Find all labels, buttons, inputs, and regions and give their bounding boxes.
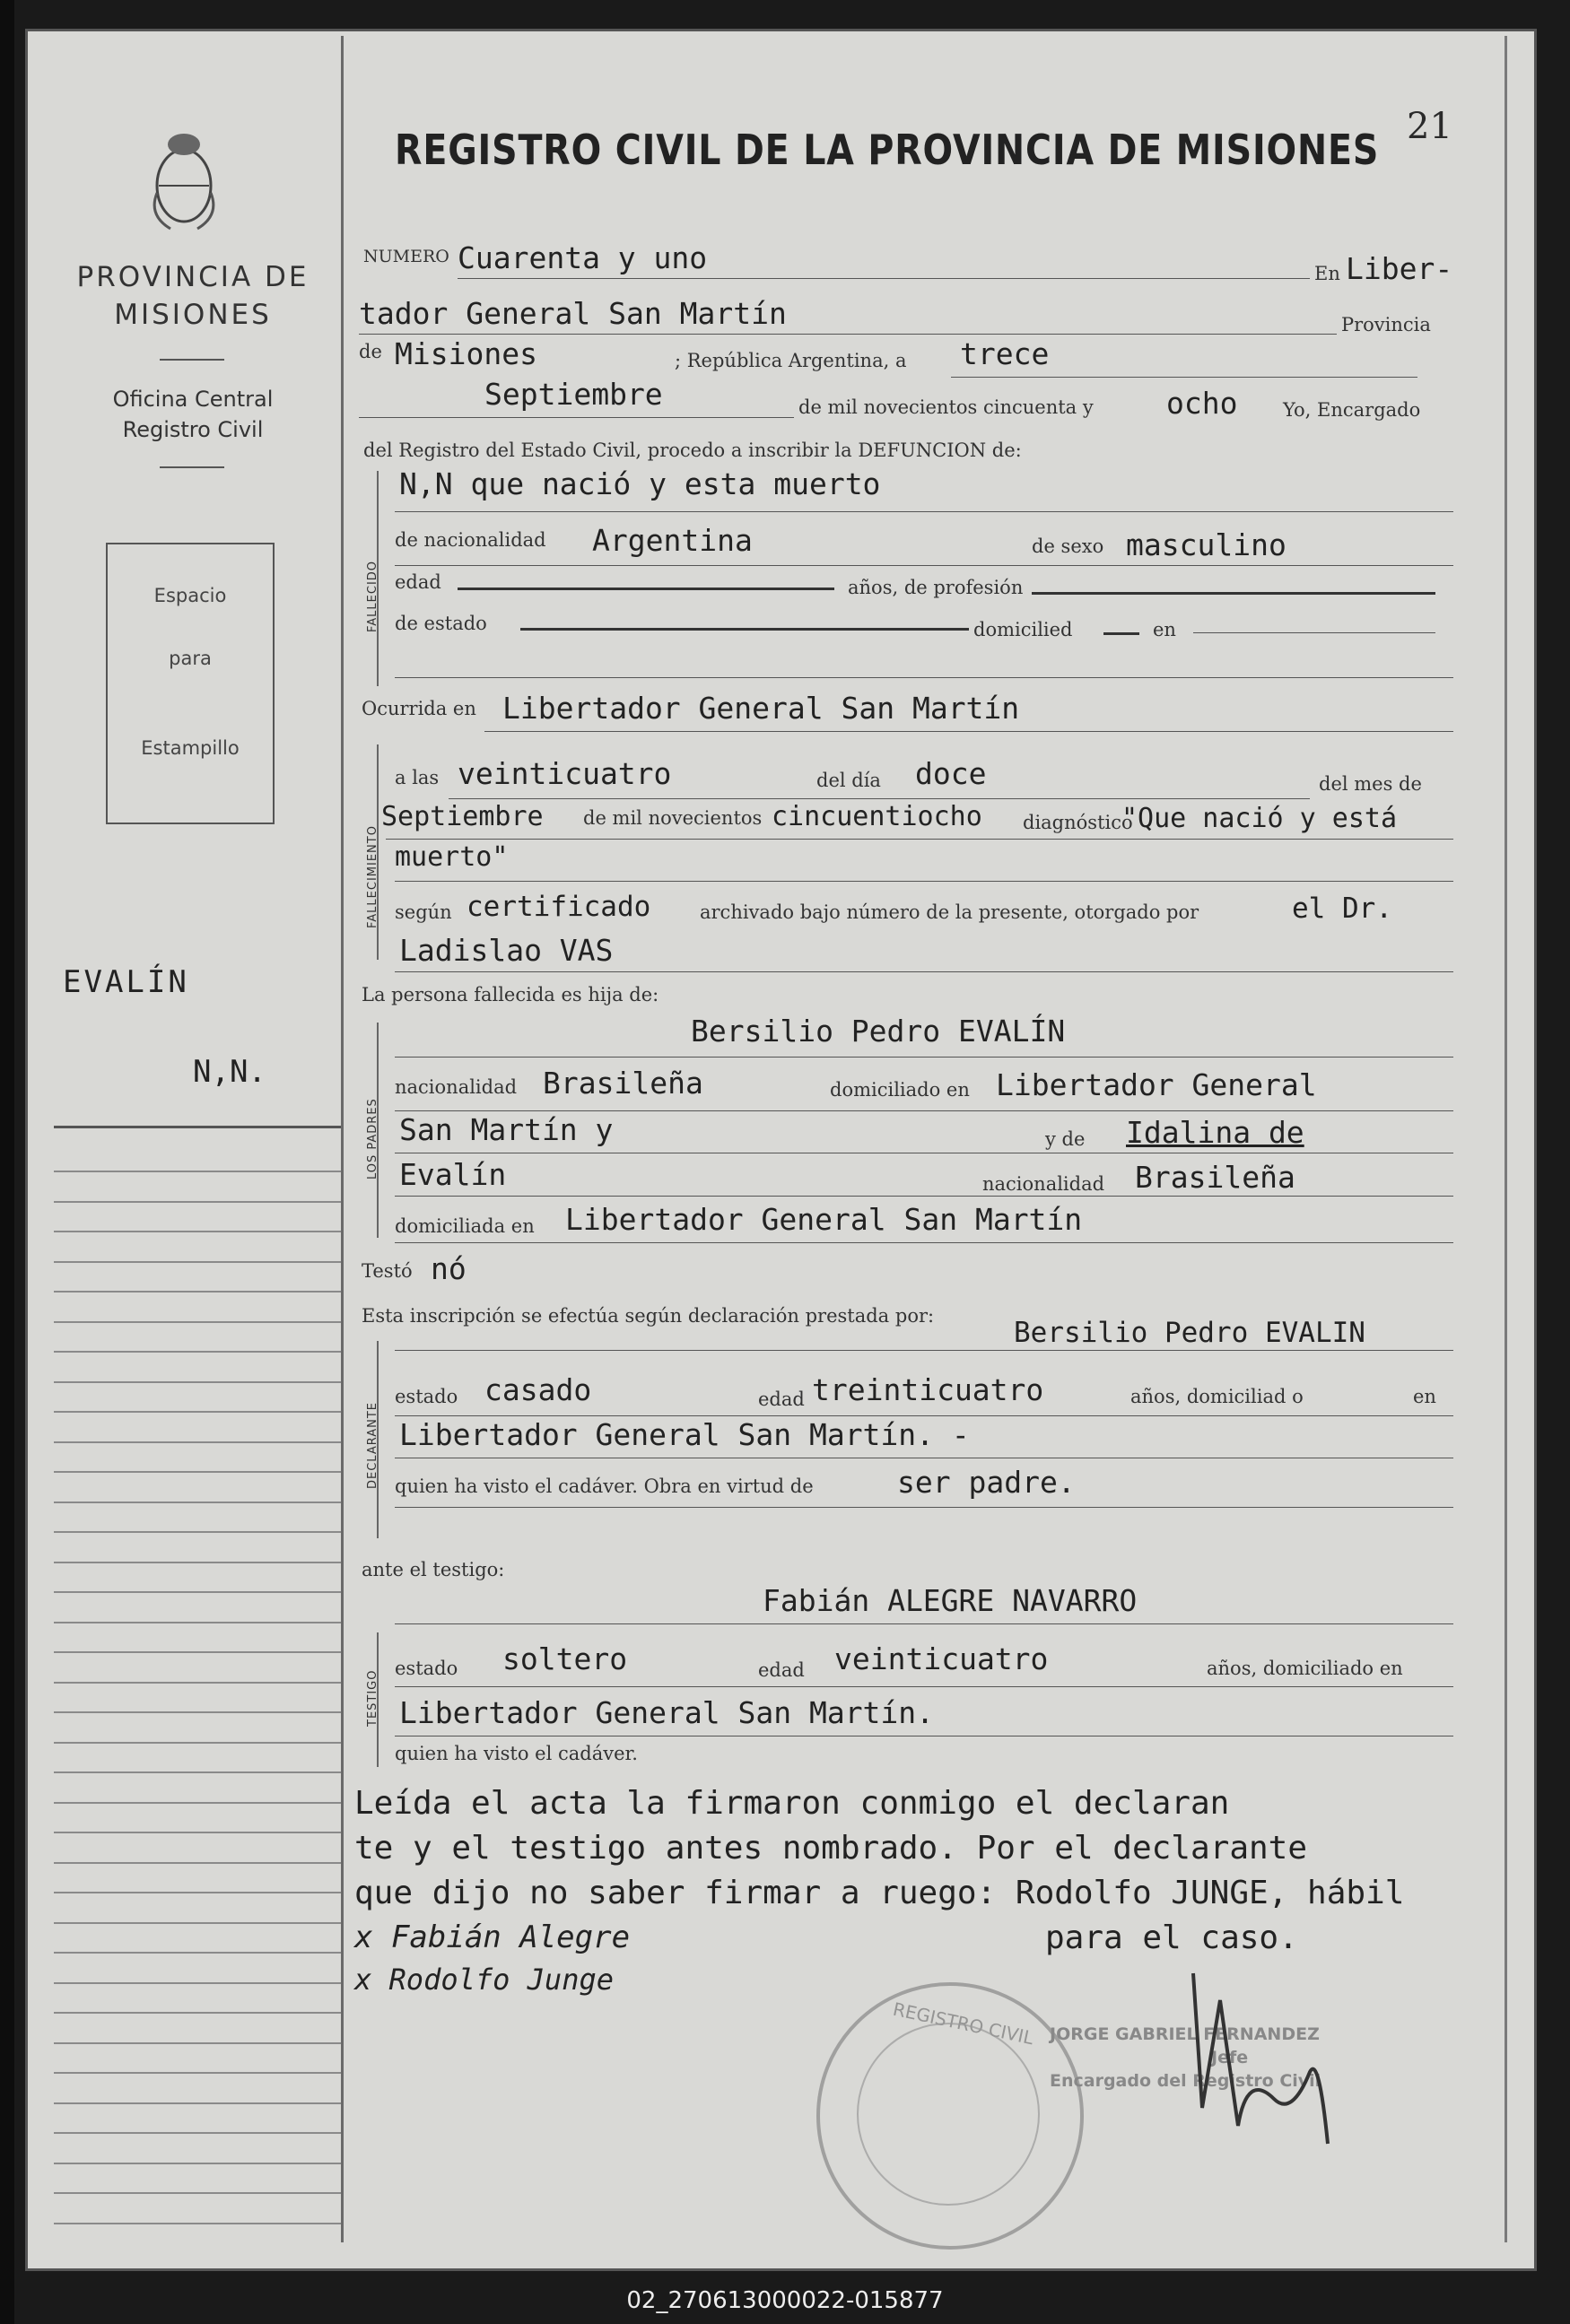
margin-ruled-line bbox=[54, 1411, 341, 1413]
mes-label: del mes de bbox=[1319, 773, 1422, 795]
margin-ruled-line bbox=[54, 2132, 341, 2134]
divider bbox=[160, 359, 224, 361]
underline bbox=[395, 1057, 1453, 1058]
certificate: certificado bbox=[467, 891, 651, 923]
underline bbox=[395, 511, 1453, 512]
a-las-label: a las bbox=[395, 767, 440, 788]
underline bbox=[395, 1507, 1453, 1508]
declarant-age: treinticuatro bbox=[812, 1372, 1044, 1407]
page-title: REGISTRO CIVIL DE LA PROVINCIA DE MISIONES bbox=[395, 126, 1380, 174]
underline bbox=[395, 881, 1453, 882]
witness-name: Fabián ALEGRE NAVARRO bbox=[763, 1583, 1138, 1618]
underline bbox=[395, 1350, 1453, 1351]
margin-ruled-line bbox=[54, 1982, 341, 1984]
underline bbox=[395, 1623, 1453, 1624]
margin-ruled-line bbox=[54, 1231, 341, 1232]
en-label: en bbox=[1153, 619, 1176, 640]
underline bbox=[359, 417, 794, 418]
page-number: 21 bbox=[1407, 106, 1452, 147]
office-heading: Oficina Central Registro Civil bbox=[112, 387, 274, 442]
republica-label: ; República Argentina, a bbox=[675, 350, 907, 371]
margin-ruled-line bbox=[54, 1682, 341, 1684]
margin-ruled-line bbox=[54, 1591, 341, 1593]
margin-ruled-line bbox=[54, 1501, 341, 1503]
father-name: Bersilio Pedro EVALÍN bbox=[691, 1014, 1066, 1049]
dia-label: del día bbox=[816, 770, 881, 791]
underline bbox=[386, 839, 1453, 840]
underline bbox=[395, 677, 1453, 678]
underline bbox=[395, 1415, 1453, 1416]
declarant-civil-status: casado bbox=[484, 1372, 592, 1407]
record-month: Septiembre bbox=[484, 377, 663, 412]
underline bbox=[449, 798, 1310, 799]
death-year: cincuentiocho bbox=[772, 801, 982, 832]
mother-name-2: Evalín bbox=[399, 1157, 507, 1192]
margin-ruled-line bbox=[54, 1562, 341, 1563]
margin-ruled-line bbox=[54, 1832, 341, 1833]
page-edge bbox=[1505, 36, 1507, 2242]
stamp-inner-ring bbox=[857, 2023, 1040, 2206]
margin-rule bbox=[54, 1126, 341, 1128]
stamp-space-box: Espacio para Estampillo bbox=[106, 543, 275, 824]
anos-label: años, de profesión bbox=[848, 577, 1024, 598]
closing-line-4: para el caso. bbox=[1045, 1919, 1298, 1956]
record-number: Cuarenta y uno bbox=[458, 240, 708, 275]
mother-nacionalidad-label: nacionalidad bbox=[982, 1173, 1105, 1195]
signature-witness: x Fabián Alegre bbox=[354, 1919, 631, 1955]
testigo-section-label: TESTIGO bbox=[366, 1669, 379, 1727]
record-province: Misiones bbox=[395, 336, 537, 371]
witness-civil-status: soltero bbox=[502, 1641, 628, 1676]
divider bbox=[160, 466, 224, 468]
blank-stroke bbox=[1103, 632, 1139, 635]
margin-ruled-line bbox=[54, 1651, 341, 1653]
margin-ruled-line bbox=[54, 1742, 341, 1744]
official-stamp: JORGE GABRIEL FERNANDEZ Jefe Encargado del Registro Civil bbox=[1050, 2024, 1321, 2091]
margin-ruled-line bbox=[54, 1531, 341, 1533]
diagnostico-label: diagnóstico bbox=[1023, 812, 1133, 833]
death-place: Libertador General San Martín bbox=[502, 691, 1020, 726]
margin-ruled-line bbox=[54, 1862, 341, 1864]
record-year: ocho bbox=[1166, 386, 1238, 421]
edad-label: edad bbox=[395, 571, 441, 593]
deceased-name: N,N que nació y esta muerto bbox=[399, 466, 881, 501]
archivado-label: archivado bajo número de la presente, otorgado por bbox=[700, 901, 1199, 923]
margin-ruled-line bbox=[54, 1351, 341, 1353]
blank-stroke bbox=[520, 628, 969, 631]
padres-intro: La persona fallecida es hija de: bbox=[362, 984, 659, 1005]
margin-surname: EVALÍN bbox=[63, 964, 189, 1000]
registry-sentence: del Registro del Estado Civil, procedo a inscribir la DEFUNCION de: bbox=[363, 440, 1022, 461]
underline bbox=[395, 1686, 1453, 1687]
margin-ruled-line bbox=[54, 1321, 341, 1323]
signature-proxy: x Rodolfo Junge bbox=[354, 1963, 614, 1997]
margin-ruled-line bbox=[54, 1261, 341, 1263]
image-id-footer: 02_270613000022-015877 bbox=[626, 2287, 944, 2314]
edad-label: edad bbox=[758, 1388, 805, 1410]
death-year-label: de mil novecientos bbox=[583, 807, 763, 829]
stamp-text: REGISTRO CIVIL bbox=[891, 1998, 1036, 2050]
coat-of-arms-seal bbox=[148, 130, 220, 236]
mother-address: Libertador General San Martín bbox=[565, 1202, 1083, 1237]
margin-ruled-line bbox=[54, 2223, 341, 2224]
doctor-prefix: el Dr. bbox=[1292, 892, 1392, 925]
nacionalidad-label: de nacionalidad bbox=[395, 529, 546, 551]
visto-label: quien ha visto el cadáver. Obra en virtud de bbox=[395, 1475, 814, 1497]
margin-ruled-line bbox=[54, 2012, 341, 2014]
father-nationality: Brasileña bbox=[543, 1066, 703, 1101]
underline bbox=[458, 278, 1310, 279]
margin-ruled-line bbox=[54, 2163, 341, 2164]
margin-ruled-line bbox=[54, 1171, 341, 1172]
binding-spine bbox=[0, 0, 14, 2324]
numero-label: NUMERO bbox=[363, 247, 449, 266]
underline bbox=[359, 334, 1337, 335]
underline bbox=[395, 1196, 1453, 1197]
death-day: doce bbox=[915, 756, 987, 791]
declarante-section-label: DECLARANTE bbox=[366, 1401, 379, 1489]
testigo-intro: ante el testigo: bbox=[362, 1559, 505, 1580]
encargado-label: Yo, Encargado bbox=[1283, 399, 1421, 421]
margin-ruled-line bbox=[54, 1201, 341, 1203]
underline bbox=[395, 565, 1453, 566]
margin-ruled-line bbox=[54, 1952, 341, 1954]
underline bbox=[484, 731, 1453, 732]
province-heading: PROVINCIA DE MISIONES bbox=[76, 261, 310, 331]
record-day: trece bbox=[960, 336, 1050, 371]
de-label: de bbox=[359, 341, 382, 362]
father-address-2: San Martín y bbox=[399, 1112, 614, 1147]
fallecido-section-label: FALLECIDO bbox=[366, 560, 379, 632]
en-label: en bbox=[1413, 1386, 1436, 1407]
margin-ruled-line bbox=[54, 1711, 341, 1713]
doctor-name: Ladislao VAS bbox=[399, 933, 614, 968]
margin-ruled-line bbox=[54, 1771, 341, 1773]
underline bbox=[1193, 632, 1435, 633]
margin-ruled-line bbox=[54, 1441, 341, 1443]
death-hour: veinticuatro bbox=[458, 756, 672, 791]
witness-address: Libertador General San Martín. bbox=[399, 1695, 935, 1730]
margin-ruled-line bbox=[54, 2072, 341, 2074]
death-month: Septiembre bbox=[381, 801, 544, 832]
y-de-label: y de bbox=[1045, 1128, 1086, 1150]
margin-ruled-line bbox=[54, 2192, 341, 2194]
father-nacionalidad-label: nacionalidad bbox=[395, 1076, 518, 1098]
testo-value: nó bbox=[431, 1251, 467, 1286]
deceased-sex: masculino bbox=[1126, 527, 1287, 562]
margin-ruled-line bbox=[54, 1922, 341, 1924]
column-divider bbox=[341, 36, 344, 2242]
margin-ruled-line bbox=[54, 1802, 341, 1804]
margin-ruled-line bbox=[54, 1892, 341, 1893]
declarant-basis: ser padre. bbox=[897, 1465, 1076, 1500]
padres-section-label: LOS PADRES bbox=[366, 1098, 379, 1179]
ocurrida-label: Ocurrida en bbox=[362, 698, 476, 719]
provincia-label: Provincia bbox=[1341, 314, 1431, 335]
estado-label: de estado bbox=[395, 613, 487, 634]
margin-ruled-line bbox=[54, 1622, 341, 1623]
underline bbox=[395, 1110, 1453, 1111]
visto-label: quien ha visto el cadáver. bbox=[395, 1743, 638, 1764]
margin-given-name: N,N. bbox=[193, 1054, 266, 1090]
fallecimiento-section-label: FALLECIMIENTO bbox=[366, 825, 379, 928]
year-label: de mil novecientos cincuenta y bbox=[798, 396, 1094, 418]
domicilio-label: domicilied bbox=[973, 619, 1073, 640]
domiciliado-label: domiciliado en bbox=[830, 1079, 970, 1101]
margin-ruled-line bbox=[54, 1381, 341, 1383]
declarante-intro: Esta inscripción se efectúa según declaración prestada por: bbox=[362, 1305, 935, 1327]
underline bbox=[951, 377, 1417, 378]
anos-label: años, domiciliado en bbox=[1207, 1658, 1403, 1679]
witness-age: veinticuatro bbox=[834, 1641, 1049, 1676]
declarant-name: Bersilio Pedro EVALIN bbox=[1014, 1317, 1365, 1349]
deceased-nationality: Argentina bbox=[592, 523, 753, 558]
mother-nationality: Brasileña bbox=[1135, 1160, 1295, 1195]
diagnosis-line-1: "Que nació y está bbox=[1121, 803, 1398, 834]
place-part-2: tador General San Martín bbox=[359, 296, 787, 331]
mother-name-1: Idalina de bbox=[1126, 1115, 1304, 1150]
en-label: En bbox=[1314, 263, 1340, 284]
closing-line-1: Leída el acta la firmaron conmigo el declaran bbox=[354, 1785, 1230, 1822]
segun-label: según bbox=[395, 901, 452, 923]
estado-label: estado bbox=[395, 1658, 458, 1679]
declarant-address: Libertador General San Martín. - bbox=[399, 1417, 970, 1452]
estado-label: estado bbox=[395, 1386, 458, 1407]
margin-ruled-line bbox=[54, 1471, 341, 1473]
closing-line-3: que dijo no saber firmar a ruego: Rodolfo JUNGE, hábil bbox=[354, 1875, 1405, 1911]
anos-label: años, domiciliad o bbox=[1130, 1386, 1304, 1407]
blank-stroke bbox=[458, 588, 834, 590]
blank-stroke bbox=[1032, 592, 1435, 595]
domiciliada-label: domiciliada en bbox=[395, 1215, 535, 1237]
official-signature bbox=[1175, 1964, 1337, 2171]
underline bbox=[395, 1242, 1453, 1243]
margin-ruled-line bbox=[54, 2102, 341, 2104]
margin-ruled-line bbox=[54, 1291, 341, 1293]
closing-line-2: te y el testigo antes nombrado. Por el declarante bbox=[354, 1830, 1308, 1867]
testo-label: Testó bbox=[362, 1260, 413, 1282]
margin-ruled-line bbox=[54, 2042, 341, 2044]
father-address-1: Libertador General bbox=[996, 1067, 1317, 1102]
underline bbox=[395, 971, 1453, 972]
place-part-1: Liber- bbox=[1346, 251, 1453, 286]
sexo-label: de sexo bbox=[1032, 535, 1104, 557]
diagnosis-line-2: muerto" bbox=[395, 841, 509, 873]
edad-label: edad bbox=[758, 1659, 805, 1681]
